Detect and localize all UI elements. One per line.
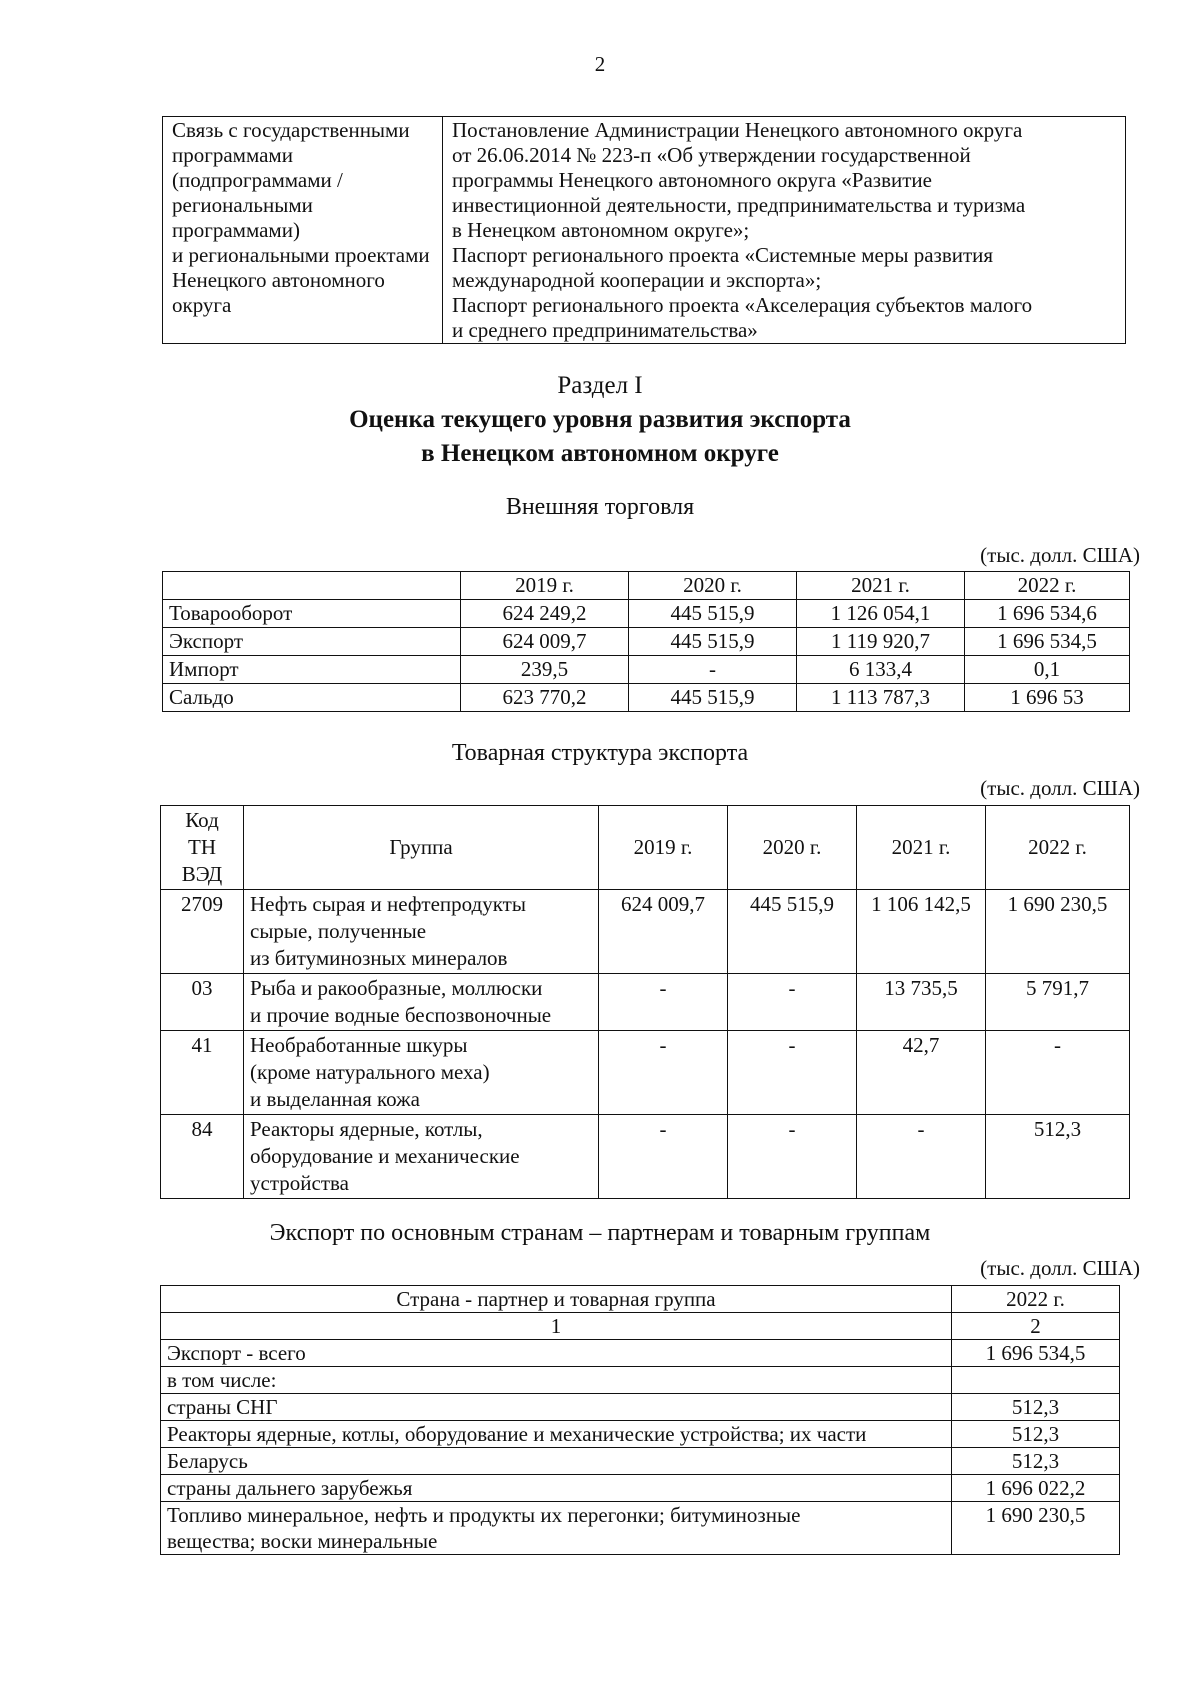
text-line: в Ненецком автономном округе»; [452, 218, 750, 242]
text-line: из битуминозных минералов [250, 946, 508, 970]
table-cell: 239,5 [461, 656, 629, 684]
foreign-trade-table [162, 571, 1130, 712]
text-line: Постановление Администрации Ненецкого автономного округа [452, 118, 1023, 142]
table-cell: 5 791,7 [986, 974, 1130, 1031]
text-line: Связь с государственными [172, 118, 410, 142]
row-label: Сальдо [163, 684, 461, 712]
code-cell: 84 [161, 1115, 244, 1199]
header-code-cell [161, 806, 244, 890]
table-row [161, 1394, 1120, 1421]
text-line: инвестиционной деятельности, предпринимательства и туризма [452, 193, 1026, 217]
table-cell: 1 696 022,2 [952, 1475, 1120, 1502]
table-cell: 512,3 [952, 1448, 1120, 1475]
text-line: региональными [172, 193, 313, 217]
text-line: (подпрограммами / [172, 168, 343, 192]
group-cell [244, 974, 599, 1031]
table-cell: 1 696 534,5 [952, 1340, 1120, 1367]
table-row [161, 1367, 1120, 1394]
table-row [161, 1475, 1120, 1502]
table-row [163, 600, 1130, 628]
table-cell: - [728, 1115, 857, 1199]
table-cell: 624 249,2 [461, 600, 629, 628]
header-cell: 2019 г. [461, 572, 629, 600]
text-line: международной кооперации и экспорта»; [452, 268, 822, 292]
table-row [163, 656, 1130, 684]
table-row [161, 890, 1130, 974]
row-label: страны дальнего зарубежья [161, 1475, 952, 1502]
table-cell: 1 696 534,6 [965, 600, 1130, 628]
table-cell: 1 696 534,5 [965, 628, 1130, 656]
table-cell: - [599, 1115, 728, 1199]
trade-unit: (тыс. долл. США) [980, 543, 1140, 567]
table-cell: 623 770,2 [461, 684, 629, 712]
text-line: Паспорт регионального проекта «Акселерация субъектов малого [452, 293, 1033, 317]
program-link-table [162, 116, 1126, 344]
section-title-line1: Оценка текущего уровня развития экспорта [349, 406, 851, 433]
partners-caption: Экспорт по основным странам – партнерам и товарным группам [269, 1220, 931, 1246]
table-cell: 445 515,9 [629, 628, 797, 656]
table-cell: 512,3 [952, 1421, 1120, 1448]
table-cell: - [728, 974, 857, 1031]
column-number-cell: 2 [952, 1313, 1120, 1340]
table-cell: 42,7 [857, 1031, 986, 1115]
group-cell [244, 1115, 599, 1199]
table-cell: 1 690 230,5 [952, 1502, 1120, 1555]
table-row [161, 1421, 1120, 1448]
text-line: и прочие водные беспозвоночные [250, 1003, 552, 1027]
table-cell [952, 1367, 1120, 1394]
table-cell: - [599, 974, 728, 1031]
text-line: программами) [172, 218, 300, 242]
table-cell: 0,1 [965, 656, 1130, 684]
row-label: Товарооборот [163, 600, 461, 628]
text-line: от 26.06.2014 № 223-п «Об утверждении государственной [452, 143, 971, 167]
column-number-cell: 1 [161, 1313, 952, 1340]
header-cell: 2020 г. [629, 572, 797, 600]
table-cell: 512,3 [952, 1394, 1120, 1421]
structure-caption: Товарная структура экспорта [451, 740, 749, 766]
text-line: ВЭД [181, 862, 223, 886]
text-line: вещества; воски минеральные [167, 1529, 438, 1553]
table-cell: 1 696 53 [965, 684, 1130, 712]
table-cell: 1 113 787,3 [797, 684, 965, 712]
row-label: Экспорт - всего [161, 1340, 952, 1367]
text-line: и региональными проектами [172, 243, 430, 267]
table-cell: - [857, 1115, 986, 1199]
trade-caption: Внешняя торговля [505, 494, 695, 520]
text-line: Необработанные шкуры [250, 1033, 468, 1057]
row-label [161, 1502, 952, 1555]
header-cell: 2021 г. [857, 806, 986, 890]
section-title-line2: в Ненецком автономном округе [421, 440, 779, 467]
text-line: Паспорт регионального проекта «Системные меры развития [452, 243, 994, 267]
table-cell: 1 106 142,5 [857, 890, 986, 974]
text-line: ТН [188, 835, 216, 859]
table-row [161, 1313, 1120, 1340]
table-cell: 445 515,9 [728, 890, 857, 974]
table-cell: - [728, 1031, 857, 1115]
table-cell: - [986, 1031, 1130, 1115]
text-line: устройства [250, 1171, 349, 1195]
header-cell: 2019 г. [599, 806, 728, 890]
table-cell: - [629, 656, 797, 684]
text-line: Ненецкого автономного [172, 268, 385, 292]
header-cell: Группа [244, 806, 599, 890]
table-header-row [161, 1286, 1120, 1313]
table-row [161, 1448, 1120, 1475]
group-cell [244, 890, 599, 974]
table-row [161, 1340, 1120, 1367]
text-line: и выделанная кожа [250, 1087, 420, 1111]
header-cell: 2022 г. [965, 572, 1130, 600]
text-line: округа [172, 293, 232, 317]
table-cell: 6 133,4 [797, 656, 965, 684]
header-cell [163, 572, 461, 600]
page-number: 2 [594, 52, 606, 76]
partners-unit: (тыс. долл. США) [980, 1256, 1140, 1280]
group-cell [244, 1031, 599, 1115]
table-cell: 1 126 054,1 [797, 600, 965, 628]
table-cell: 445 515,9 [629, 600, 797, 628]
structure-unit: (тыс. долл. США) [980, 776, 1140, 800]
table-row [161, 1031, 1130, 1115]
row-label: Экспорт [163, 628, 461, 656]
header-cell: 2020 г. [728, 806, 857, 890]
table-row [161, 1115, 1130, 1199]
table-cell: 624 009,7 [599, 890, 728, 974]
text-line: (кроме натурального меха) [250, 1060, 490, 1084]
table-cell: 624 009,7 [461, 628, 629, 656]
row-label: Импорт [163, 656, 461, 684]
text-line: Реакторы ядерные, котлы, [250, 1117, 483, 1141]
code-cell: 41 [161, 1031, 244, 1115]
text-line: Нефть сырая и нефтепродукты [250, 892, 526, 916]
text-line: программами [172, 143, 293, 167]
table-row [161, 974, 1130, 1031]
text-line: программы Ненецкого автономного округа «Развитие [452, 168, 932, 192]
text-line: сырые, полученные [250, 919, 427, 943]
header-cell: 2021 г. [797, 572, 965, 600]
link-value-cell [443, 117, 1126, 344]
export-partners-table [160, 1285, 1120, 1555]
header-cell: 2022 г. [952, 1286, 1120, 1313]
table-cell: 1 690 230,5 [986, 890, 1130, 974]
row-label: в том числе: [161, 1367, 952, 1394]
row-label: страны СНГ [161, 1394, 952, 1421]
table-cell: - [599, 1031, 728, 1115]
table-header-row [163, 572, 1130, 600]
link-label-cell [163, 117, 443, 344]
table-row [161, 1502, 1120, 1555]
table-cell: 512,3 [986, 1115, 1130, 1199]
table-row [163, 117, 1126, 344]
text-line: Рыба и ракообразные, моллюски [250, 976, 543, 1000]
code-cell: 2709 [161, 890, 244, 974]
code-cell: 03 [161, 974, 244, 1031]
text-line: оборудование и механические [250, 1144, 520, 1168]
table-cell: 445 515,9 [629, 684, 797, 712]
header-cell: 2022 г. [986, 806, 1130, 890]
text-line: Код [185, 808, 219, 832]
header-cell: Страна - партнер и товарная группа [161, 1286, 952, 1313]
table-row [163, 684, 1130, 712]
table-cell: 1 119 920,7 [797, 628, 965, 656]
row-label: Беларусь [161, 1448, 952, 1475]
text-line: Топливо минеральное, нефть и продукты их перегонки; битуминозные [167, 1503, 801, 1527]
text-line: и среднего предпринимательства» [452, 318, 758, 342]
export-structure-table [160, 805, 1130, 1199]
table-header-row [161, 806, 1130, 890]
section-label: Раздел I [557, 372, 643, 399]
row-label: Реакторы ядерные, котлы, оборудование и механические устройства; их части [161, 1421, 952, 1448]
table-cell: 13 735,5 [857, 974, 986, 1031]
table-row [163, 628, 1130, 656]
